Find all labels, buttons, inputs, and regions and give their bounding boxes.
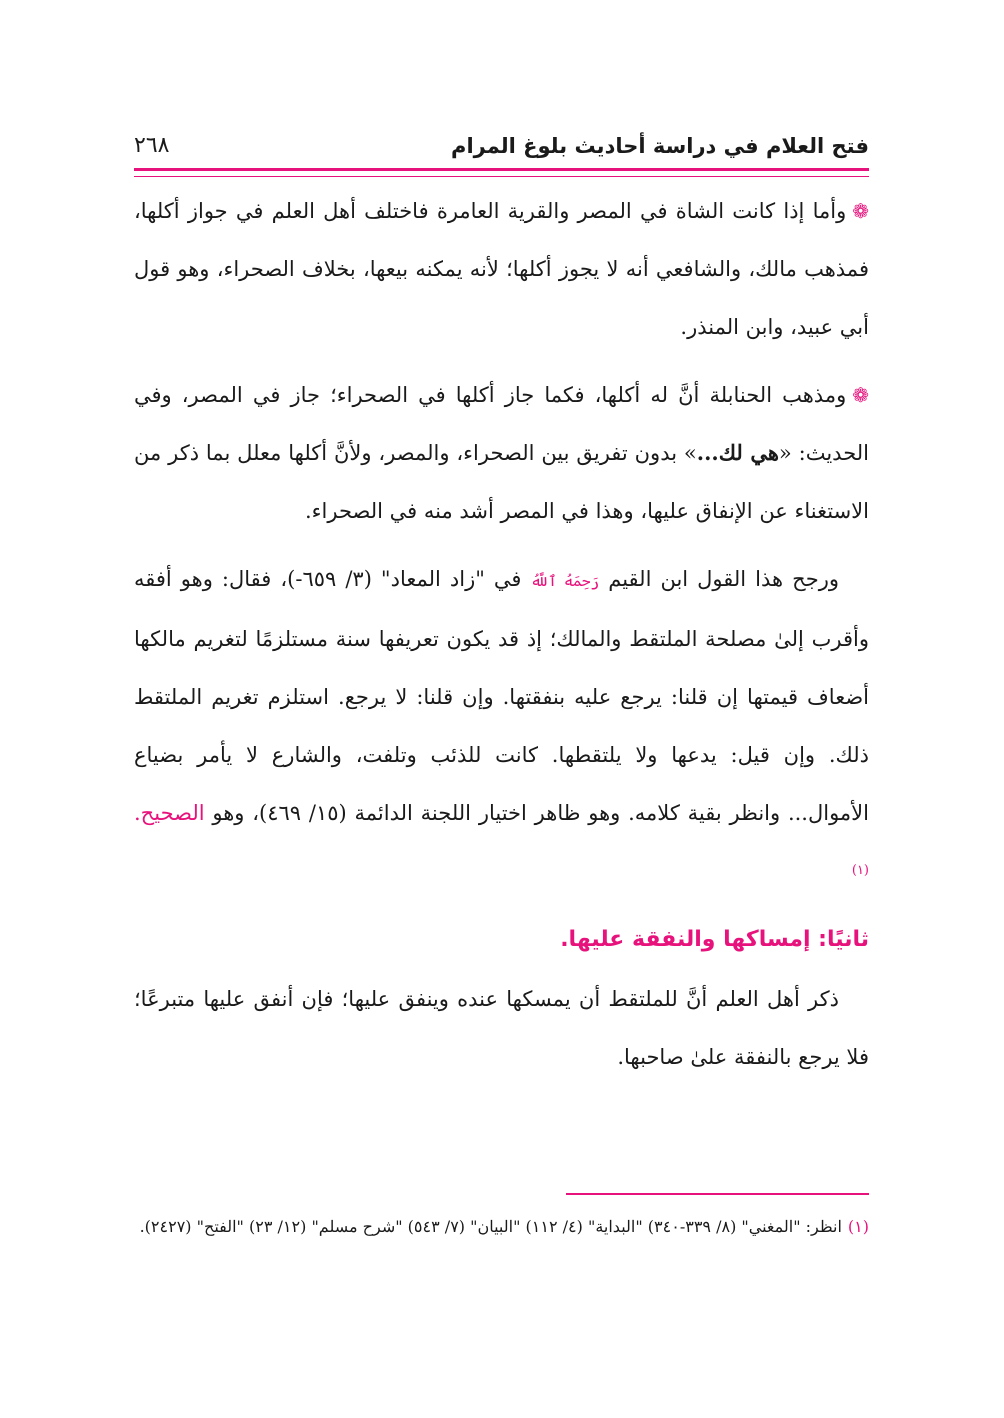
footnote-reference[interactable]: (١) bbox=[851, 863, 869, 878]
footnotes bbox=[134, 1210, 869, 1244]
paragraph-3-text-a: ورجح هذا القول ابن القيم bbox=[599, 567, 839, 591]
flower-ornament-icon: ❁ bbox=[852, 383, 869, 407]
hadith-quote: هي لك... bbox=[696, 440, 779, 465]
honorific-glyph: رَحِمَهُ ٱللَّهُ bbox=[530, 572, 600, 590]
page-number: ٢٦٨ bbox=[134, 133, 170, 158]
running-title: فتح العلام في دراسة أحاديث بلوغ المرام bbox=[451, 134, 869, 158]
footnote-item bbox=[134, 1210, 869, 1244]
footnote-number: (١) bbox=[847, 1217, 869, 1236]
footnote-separator bbox=[566, 1193, 869, 1195]
paragraph-4: ذكر أهل العلم أنَّ للملتقط أن يمسكها عنده وينفق عليها؛ فإن أنفق عليها متبرعًا؛ فلا يرجع بالنفقة علىٰ صاحبها. bbox=[134, 987, 869, 1069]
paragraph-1 bbox=[134, 182, 869, 356]
paragraph-2 bbox=[134, 366, 869, 540]
paragraph-1-text: وأما إذا كانت الشاة في المصر والقرية العامرة فاختلف أهل العلم في جواز أكلها، فمذهب مالك، والشافعي أنه لا يجوز أكلها؛ لأنه يمكنه بيعها، بخلاف الصحراء، وهو قول أبي عبيد، وابن المنذر. bbox=[134, 199, 869, 339]
verdict-word: الصحيح. bbox=[134, 801, 205, 825]
main-text bbox=[134, 182, 869, 1096]
paragraph-2-text-b: » بدون تفريق بين الصحراء، والمصر، ولأنَّ أكلها معلل بما ذكر من الاستغناء عن الإنفاق عليها، وهذا في المصر أشد منه في الصحراء. bbox=[134, 441, 869, 523]
paragraph-3-text-b: في "زاد المعاد" (٣/ ٦٥٩-)، فقال: وهو أفقه وأقرب إلىٰ مصلحة الملتقط والمالك؛ إذ قد يكون تعريفها سنة مستلزمًا لتغريم مالكها أضعاف قيمتها إن قلنا: يرجع عليه بنفقتها. وإن قلنا: لا يرجع. استلزم تغريم الملتقط ذلك. وإن قيل: يدعها ولا يلتقطها. كانت للذئب وتلفت، والشارع لا يأمر بضياع الأموال... وانظر بقية كلامه. وهو ظاهر اختيار اللجنة الدائمة (١٥/ ٤٦٩)، وهو bbox=[134, 567, 869, 825]
header-rule-thin bbox=[134, 176, 869, 177]
paragraph-2-text-a: ومذهب الحنابلة أنَّ له أكلها، فكما جاز أكلها في الصحراء؛ جاز في المصر، وفي الحديث: « bbox=[134, 383, 869, 465]
section-subheading: ثانيًا: إمساكها والنفقة عليها. bbox=[560, 927, 869, 952]
footnote-text: انظر: "المغني" (٨/ ٣٣٩-٣٤٠) "البداية" (٤/ ١١٢) "البيان" (٧/ ٥٤٣) "شرح مسلم" (١٢/ ٢٣) "الفتح" (٢٤٢٧). bbox=[139, 1217, 842, 1236]
paragraph-3 bbox=[134, 550, 869, 904]
flower-ornament-icon: ❁ bbox=[852, 199, 869, 223]
page-header bbox=[134, 128, 869, 164]
header-rule-thick bbox=[134, 168, 869, 171]
